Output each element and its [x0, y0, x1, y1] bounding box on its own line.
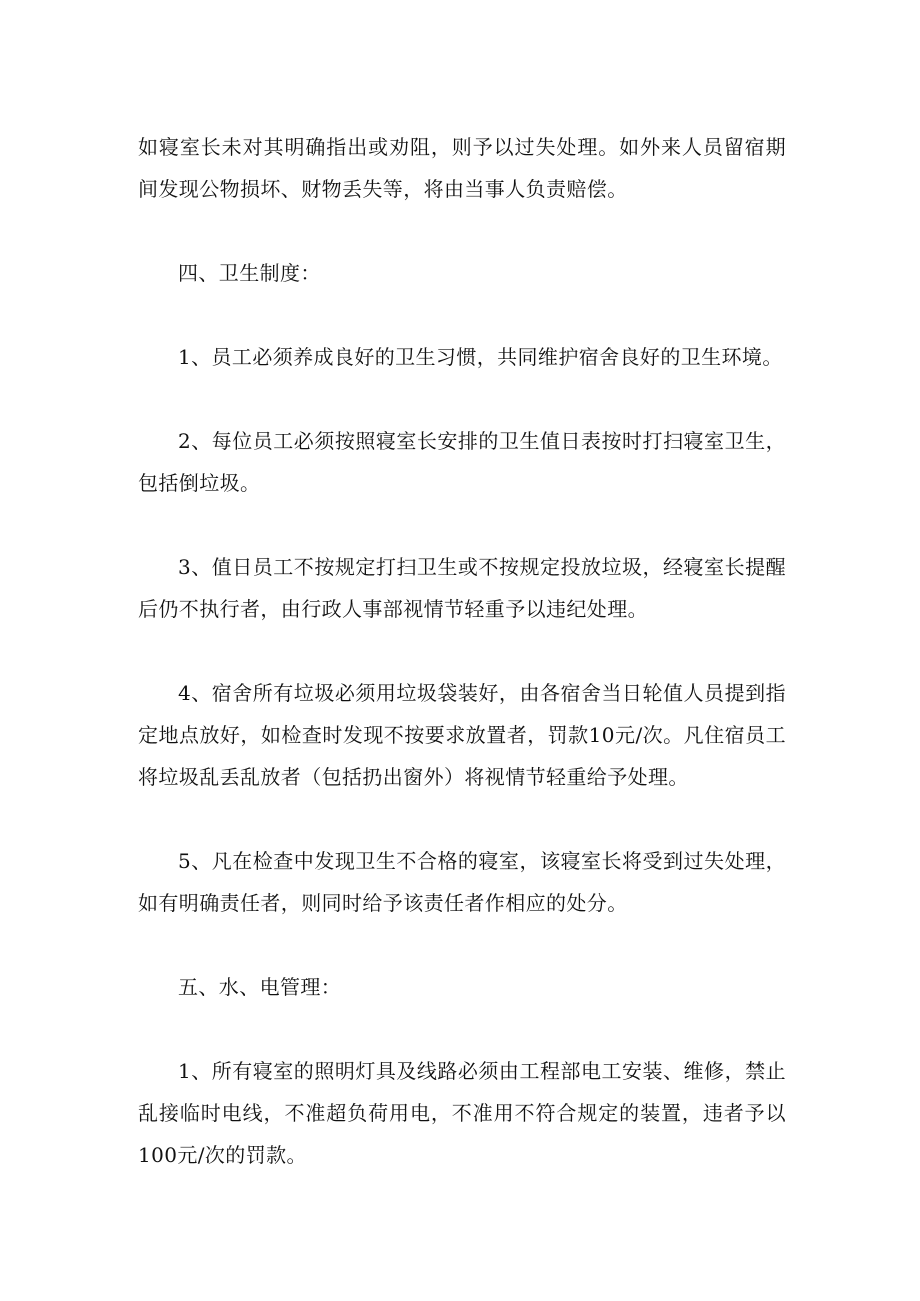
hygiene-rule-5: 5、凡在检查中发现卫生不合格的寝室，该寝室长将受到过失处理，如有明确责任者，则同时给予该责任者作相应的处分。	[138, 849, 786, 915]
paragraph-continuation: 如寝室长未对其明确指出或劝阻，则予以过失处理。如外来人员留宿期间发现公物损坏、财物丢失等，将由当事人负责赔偿。	[138, 135, 786, 201]
hygiene-rule-1: 1、员工必须养成良好的卫生习惯，共同维护宿舍良好的卫生环境。	[178, 345, 783, 369]
hygiene-rule-4: 4、宿舍所有垃圾必须用垃圾袋装好，由各宿舍当日轮值人员提到指定地点放好，如检查时发现不按要求放置者，罚款10元/次。凡住宿员工将垃圾乱丢乱放者（包括扔出窗外）将视情节轻重给予处理。	[138, 681, 786, 789]
section-heading-water-electricity: 五、水、电管理：	[178, 975, 342, 999]
hygiene-rule-2: 2、每位员工必须按照寝室长安排的卫生值日表按时打扫寝室卫生，包括倒垃圾。	[138, 429, 786, 495]
section-heading-hygiene: 四、卫生制度：	[178, 261, 321, 285]
hygiene-rule-3: 3、值日员工不按规定打扫卫生或不按规定投放垃圾，经寝室长提醒后仍不执行者，由行政人事部视情节轻重予以违纪处理。	[138, 555, 786, 621]
document-body	[138, 126, 786, 1218]
water-electricity-rule-1: 1、所有寝室的照明灯具及线路必须由工程部电工安装、维修，禁止乱接临时电线，不准超负荷用电，不准用不符合规定的装置，违者予以100元/次的罚款。	[138, 1059, 786, 1167]
